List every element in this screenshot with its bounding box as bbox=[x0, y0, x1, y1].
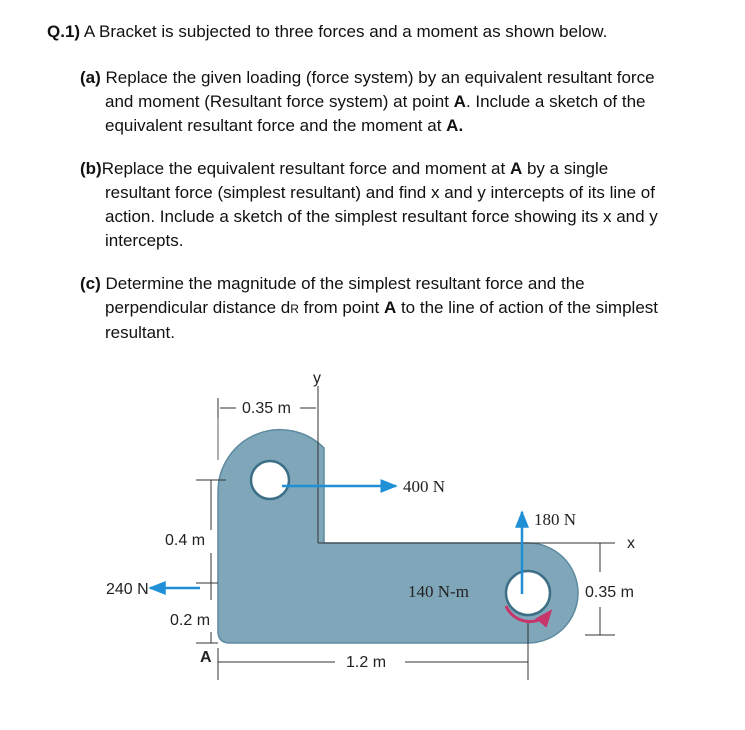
part-b-line1-pre: Replace the equivalent resultant force and moment at bbox=[101, 159, 510, 178]
question-text: A Bracket is subjected to three forces and a moment as shown below. bbox=[83, 22, 608, 41]
axis-x-label: x bbox=[627, 535, 635, 552]
dim-top-label: 0.35 m bbox=[242, 400, 291, 417]
dim-left-upper-label: 0.4 m bbox=[165, 532, 206, 549]
point-a-label: A bbox=[200, 649, 212, 666]
part-b-line2: resultant force (simplest resultant) and find x and y intercepts of its line of bbox=[105, 183, 655, 202]
force-240-label: 240 N bbox=[106, 581, 149, 598]
part-a-line2-post: . Include a sketch of the bbox=[465, 92, 646, 111]
part-a-line3-pre: equivalent resultant force and the moment at bbox=[105, 116, 447, 135]
part-a-point: A bbox=[453, 92, 466, 111]
part-b-line1-post: by a single bbox=[522, 159, 609, 178]
part-a-point-2: A bbox=[446, 116, 459, 135]
part-a-line1: Replace the given loading (force system) by an equivalent resultant force bbox=[105, 68, 655, 87]
part-c-line3: resultant. bbox=[105, 323, 175, 342]
bracket-hole-top bbox=[251, 461, 289, 499]
moment-140-label: 140 N-m bbox=[408, 582, 469, 601]
part-b-line4: intercepts. bbox=[105, 231, 184, 250]
force-400-label: 400 N bbox=[403, 477, 446, 496]
part-c-line1: Determine the magnitude of the simplest resultant force and the bbox=[105, 274, 585, 293]
dim-left-lower-label: 0.2 m bbox=[170, 612, 211, 629]
dim-right-label: 0.35 m bbox=[585, 584, 634, 601]
bracket-figure bbox=[0, 355, 745, 730]
part-b bbox=[80, 157, 720, 253]
part-c-line2-mid: from point bbox=[298, 298, 384, 317]
dim-bottom-label: 1.2 m bbox=[346, 654, 387, 671]
axis-y-label: y bbox=[313, 370, 321, 387]
part-a-line3-post: . bbox=[458, 116, 464, 135]
question-number: Q.1) bbox=[47, 22, 81, 41]
part-b-label: (b) bbox=[80, 159, 102, 178]
part-a-line2-pre: and moment (Resultant force system) at point bbox=[105, 92, 454, 111]
force-180-label: 180 N bbox=[534, 510, 577, 529]
part-c-line2-pre: perpendicular distance d bbox=[105, 298, 291, 317]
part-a-label: (a) bbox=[80, 68, 101, 87]
part-b-point: A bbox=[509, 159, 523, 178]
bracket-hole-right bbox=[506, 571, 550, 615]
part-b-line3: action. Include a sketch of the simplest resultant force showing its x and y bbox=[105, 207, 658, 226]
part-a bbox=[80, 66, 720, 138]
part-c-label: (c) bbox=[80, 274, 101, 293]
part-c bbox=[80, 272, 720, 345]
question-title bbox=[47, 22, 607, 42]
part-c-subscript: R bbox=[290, 302, 299, 316]
part-c-point: A bbox=[383, 298, 397, 317]
part-c-line2-post: to the line of action of the simplest bbox=[396, 298, 658, 317]
